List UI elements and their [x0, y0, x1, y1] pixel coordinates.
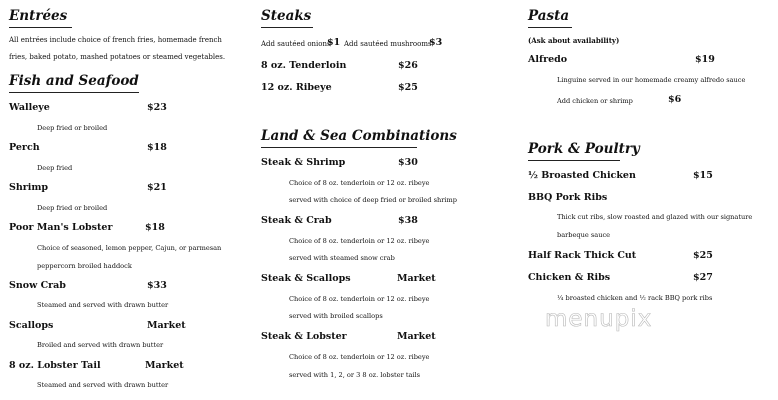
pork-poultry-heading: Pork & Poultry — [528, 141, 640, 157]
item-name: Poor Man's Lobster — [9, 222, 113, 233]
item-name: Chicken & Ribs — [528, 272, 611, 283]
addon-onions: Add sautéed onions — [261, 40, 331, 48]
item-price: $33 — [147, 280, 167, 291]
item-name: 12 oz. Ribeye — [261, 82, 332, 93]
fish-seafood-heading: Fish and Seafood — [9, 73, 139, 89]
item-price: Market — [145, 360, 184, 371]
item-price: Market — [147, 320, 186, 331]
menupix-watermark: menupix — [545, 306, 653, 332]
item-price: $15 — [693, 170, 713, 181]
item-name: Scallops — [9, 320, 54, 331]
item-price: $25 — [693, 250, 713, 261]
item-name: 8 oz. Lobster Tail — [9, 360, 101, 371]
item-price: $25 — [398, 82, 418, 93]
item-price: $27 — [693, 272, 713, 283]
item-description: peppercorn broiled haddock — [37, 262, 132, 270]
item-price: $21 — [147, 182, 167, 193]
item-description: Deep fried — [37, 164, 73, 172]
item-description: barbeque sauce — [557, 231, 611, 239]
item-description: Broiled and served with drawn butter — [37, 341, 164, 349]
item-name: Steak & Lobster — [261, 331, 347, 342]
land-sea-underline — [261, 147, 417, 148]
addon-onions-price: $1 — [327, 37, 341, 48]
item-description: Choice of 8 oz. tenderloin or 12 oz. ribeye — [289, 179, 430, 187]
item-name: Alfredo — [528, 54, 568, 65]
addon-mushrooms: Add sautéed mushrooms — [344, 40, 432, 48]
addon-mushrooms-price: $3 — [429, 37, 443, 48]
item-description: ¼ broasted chicken and ½ rack BBQ pork ribs — [557, 294, 713, 302]
item-description: Steamed and served with drawn butter — [37, 301, 169, 309]
item-price: $38 — [398, 215, 418, 226]
item-description: served with choice of deep fried or broiled shrimp — [289, 196, 457, 204]
item-description: Deep fried or broiled — [37, 204, 108, 212]
item-name: 8 oz. Tenderloin — [261, 60, 347, 71]
addon-chicken-shrimp-price: $6 — [668, 94, 682, 105]
item-description: Steamed and served with drawn butter — [37, 381, 169, 389]
item-description: Linguine served in our homemade creamy alfredo sauce — [557, 76, 746, 84]
item-description: Choice of 8 oz. tenderloin or 12 oz. ribeye — [289, 237, 430, 245]
item-price: Market — [397, 273, 436, 284]
item-name: Steak & Shrimp — [261, 157, 346, 168]
item-description: Thick cut ribs, slow roasted and glazed with our signature — [557, 213, 753, 221]
pork-poultry-underline — [528, 160, 620, 161]
item-description: Choice of 8 oz. tenderloin or 12 oz. ribeye — [289, 295, 430, 303]
item-description: served with broiled scallops — [289, 312, 383, 320]
addon-chicken-shrimp: Add chicken or shrimp — [557, 97, 633, 105]
item-name: Perch — [9, 142, 40, 153]
item-name: Walleye — [9, 102, 50, 113]
pasta-underline — [528, 27, 572, 28]
entrees-intro: All entrées include choice of french fries, homemade french fries, baked potato, mashed potatoes or steamed vegetables. — [9, 36, 226, 61]
item-price: $18 — [145, 222, 165, 233]
item-description: served with steamed snow crab — [289, 254, 395, 262]
steaks-underline — [261, 27, 313, 28]
item-description: Choice of seasoned, lemon pepper, Cajun, or parmesan — [37, 244, 222, 252]
item-name: Steak & Crab — [261, 215, 332, 226]
item-description: served with 1, 2, or 3 8 oz. lobster tails — [289, 371, 421, 379]
item-name: Half Rack Thick Cut — [528, 250, 637, 261]
item-price: Market — [397, 331, 436, 342]
item-price: $30 — [398, 157, 418, 168]
land-sea-heading: Land & Sea Combinations — [261, 128, 457, 144]
item-description: Choice of 8 oz. tenderloin or 12 oz. ribeye — [289, 353, 430, 361]
item-name: ½ Broasted Chicken — [528, 170, 636, 181]
item-description: Deep fried or broiled — [37, 124, 108, 132]
pasta-heading: Pasta — [528, 8, 570, 24]
steaks-heading: Steaks — [261, 8, 312, 24]
item-price: $23 — [147, 102, 167, 113]
item-price: $19 — [695, 54, 715, 65]
item-price: $18 — [147, 142, 167, 153]
item-name: BBQ Pork Ribs — [528, 192, 608, 203]
item-name: Steak & Scallops — [261, 273, 351, 284]
item-name: Shrimp — [9, 182, 49, 193]
item-price: $26 — [398, 60, 418, 71]
entrees-heading: Entrées — [9, 8, 68, 24]
pasta-availability-note: (Ask about availability) — [528, 36, 620, 45]
fish-seafood-underline — [9, 92, 139, 93]
entrees-underline — [9, 27, 72, 28]
item-name: Snow Crab — [9, 280, 66, 291]
